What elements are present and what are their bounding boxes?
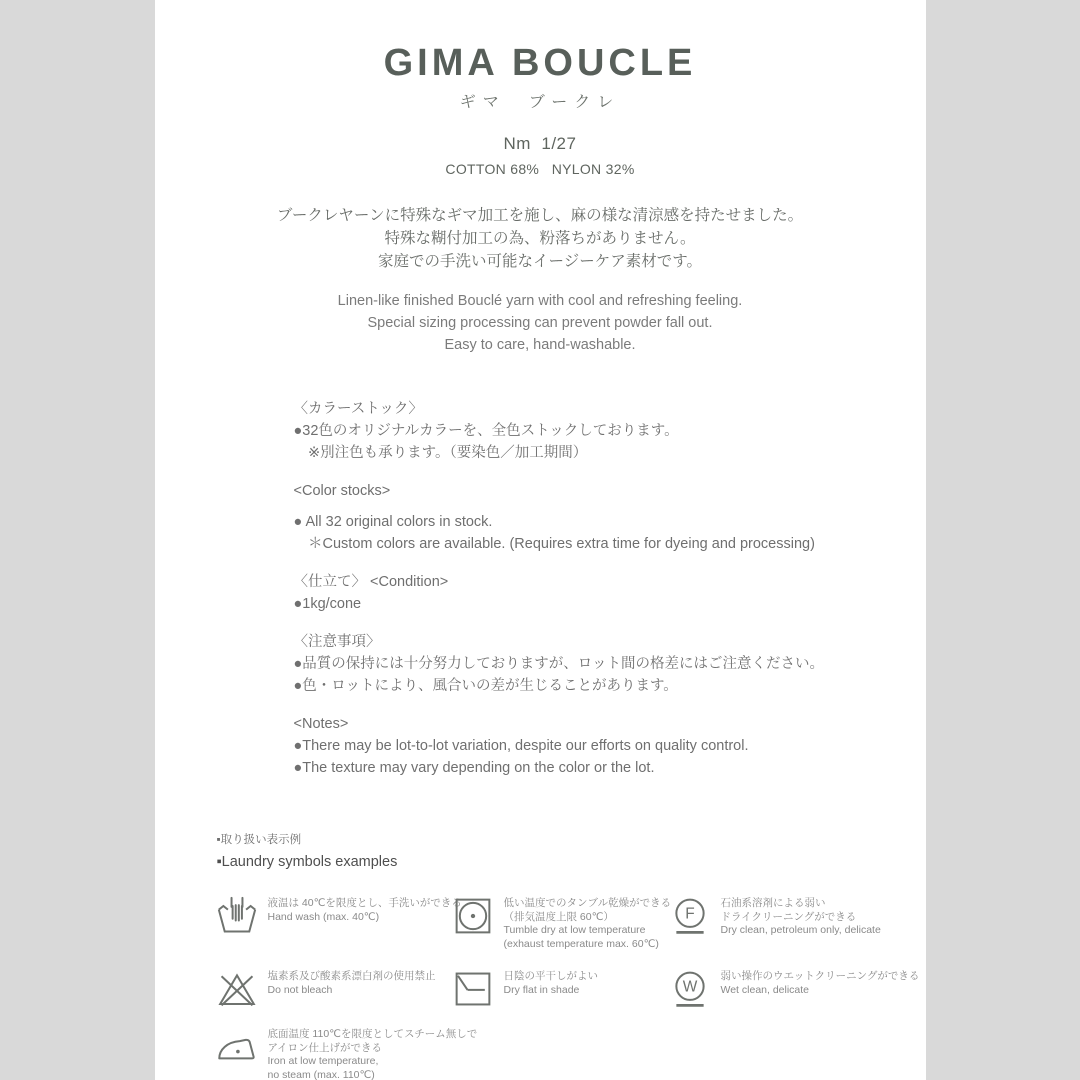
- description-en-line: Easy to care, hand-washable.: [444, 337, 636, 353]
- section-heading: 〈仕立て〉 <Condition>: [293, 574, 449, 590]
- caption-jp: 液温は 40℃を限度とし、手洗いができる: [267, 897, 462, 909]
- caption-jp: ドライクリーニングができる: [720, 910, 857, 923]
- description-jp-line: ブークレヤーンに特殊なギマ加工を施し、麻の様な清涼感を持たせました。: [276, 207, 804, 224]
- caption-jp: 弱い操作のウエットクリーニングができる: [720, 970, 920, 982]
- laundry-caption: [268, 1027, 478, 1080]
- page-title: GIMA BOUCLE: [383, 42, 697, 84]
- tumble-dry-icon: [453, 896, 493, 936]
- description-en-line: Linen-like finished Bouclé yarn with cool and refreshing feeling.: [337, 293, 743, 309]
- header: [155, 0, 926, 177]
- laundry-item-do-not-bleach: [217, 969, 453, 1009]
- section-line: ●品質の保持には十分努力しておりますが、ロット間の格差にはご注意ください。: [293, 656, 824, 672]
- section-line: ●There may be lot-to-lot variation, despite our efforts on quality control.: [293, 738, 749, 754]
- caption-en: Hand wash (max. 40℃): [267, 910, 380, 923]
- caption-jp: 日陰の平干しがよい: [503, 970, 598, 982]
- section-line: ●1kg/cone: [293, 596, 362, 612]
- grid-empty-cell: [453, 1027, 670, 1080]
- section-notes-en: [294, 713, 866, 779]
- section-line: ●色・ロットにより、風合いの差が生じることがあります。: [293, 678, 678, 694]
- laundry-heading-jp: ▪取り扱い表示例: [216, 834, 302, 846]
- laundry-caption: [268, 896, 462, 924]
- laundry-item-wet-clean-w: [670, 969, 920, 1009]
- description-en-line: Special sizing processing can prevent powder fall out.: [367, 315, 713, 331]
- laundry-item-dry-flat-shade: [453, 969, 670, 1009]
- caption-en: Iron at low temperature,: [267, 1055, 379, 1067]
- caption-en: (exhaust temperature max. 60℃): [503, 937, 659, 950]
- laundry-symbols-grid: [217, 896, 920, 1080]
- hand-wash-icon: [217, 896, 257, 936]
- section-color-stock-en: [294, 480, 866, 555]
- section-heading: 〈注意事項〉: [293, 634, 381, 650]
- section-heading: <Color stocks>: [293, 483, 391, 499]
- section-heading: <Notes>: [293, 716, 349, 732]
- section-line: ※別注色も承ります。（要染色／加工期間）: [293, 445, 588, 461]
- caption-jp: 低い温度でのタンブル乾燥ができる: [503, 897, 672, 909]
- do-not-bleach-icon: [217, 969, 257, 1009]
- description-english: [155, 290, 926, 356]
- section-condition: [294, 571, 866, 615]
- caption-en: Dry clean, petroleum only, delicate: [720, 924, 881, 936]
- description-jp-line: 家庭での手洗い可能なイージーケア素材です。: [378, 253, 702, 270]
- laundry-caption: [268, 969, 436, 997]
- caption-en: Do not bleach: [267, 983, 333, 996]
- dry-flat-shade-icon: [453, 969, 493, 1009]
- caption-jp: 石油系溶剤による弱い: [720, 897, 826, 909]
- section-line: ＊Custom colors are available. (Requires extra time for dyeing and processing): [293, 536, 815, 552]
- section-line: ● All 32 original colors in stock.: [293, 514, 493, 530]
- description-japanese: [155, 204, 926, 273]
- laundry-caption: [721, 896, 881, 938]
- section-line: ●32色のオリジナルカラーを、全色ストックしております。: [293, 423, 679, 439]
- caption-en: Tumble dry at low temperature: [503, 924, 646, 936]
- fiber-composition: COTTON 68% NYLON 32%: [445, 161, 635, 177]
- caption-en: Wet clean, delicate: [720, 983, 810, 996]
- grid-empty-cell: [670, 1027, 920, 1080]
- svg-text:W: W: [682, 978, 697, 996]
- laundry-item-dry-clean-f: [670, 896, 920, 951]
- laundry-caption: [504, 969, 599, 997]
- iron-icon: [217, 1027, 257, 1067]
- spec-sheet-page: [155, 0, 926, 1080]
- wet-clean-w-icon: [670, 969, 710, 1009]
- laundry-section-heading: [217, 831, 926, 870]
- spec-sections: [294, 398, 866, 779]
- section-caution-jp: [294, 631, 866, 697]
- section-line: ●The texture may vary depending on the color or the lot.: [293, 760, 655, 776]
- laundry-item-tumble-dry: [453, 896, 670, 951]
- laundry-item-hand-wash: [217, 896, 462, 951]
- laundry-item-iron-low: [217, 1027, 478, 1080]
- caption-jp: 塩素系及び酸素系漂白剤の使用禁止: [267, 970, 436, 982]
- laundry-caption: [504, 896, 672, 951]
- yarn-count: Nm 1/27: [503, 134, 577, 153]
- svg-text:F: F: [684, 905, 695, 923]
- laundry-caption: [721, 969, 920, 997]
- laundry-heading-en: ▪Laundry symbols examples: [216, 854, 398, 870]
- section-color-stock-jp: [294, 398, 866, 464]
- page-title-kana: ギマ ブークレ: [459, 94, 621, 111]
- caption-en: no steam (max. 110℃): [267, 1068, 375, 1080]
- caption-jp: 底面温度 110℃を限度としてスチーム無しで: [267, 1028, 478, 1040]
- dry-clean-f-icon: [670, 896, 710, 936]
- caption-jp: アイロン仕上げができる: [267, 1041, 383, 1054]
- description-jp-line: 特殊な糊付加工の為、粉落ちがありません。: [384, 230, 696, 247]
- section-heading: 〈カラーストック〉: [293, 401, 423, 417]
- caption-jp: （排気温度上限 60℃）: [503, 910, 614, 923]
- caption-en: Dry flat in shade: [503, 983, 580, 996]
